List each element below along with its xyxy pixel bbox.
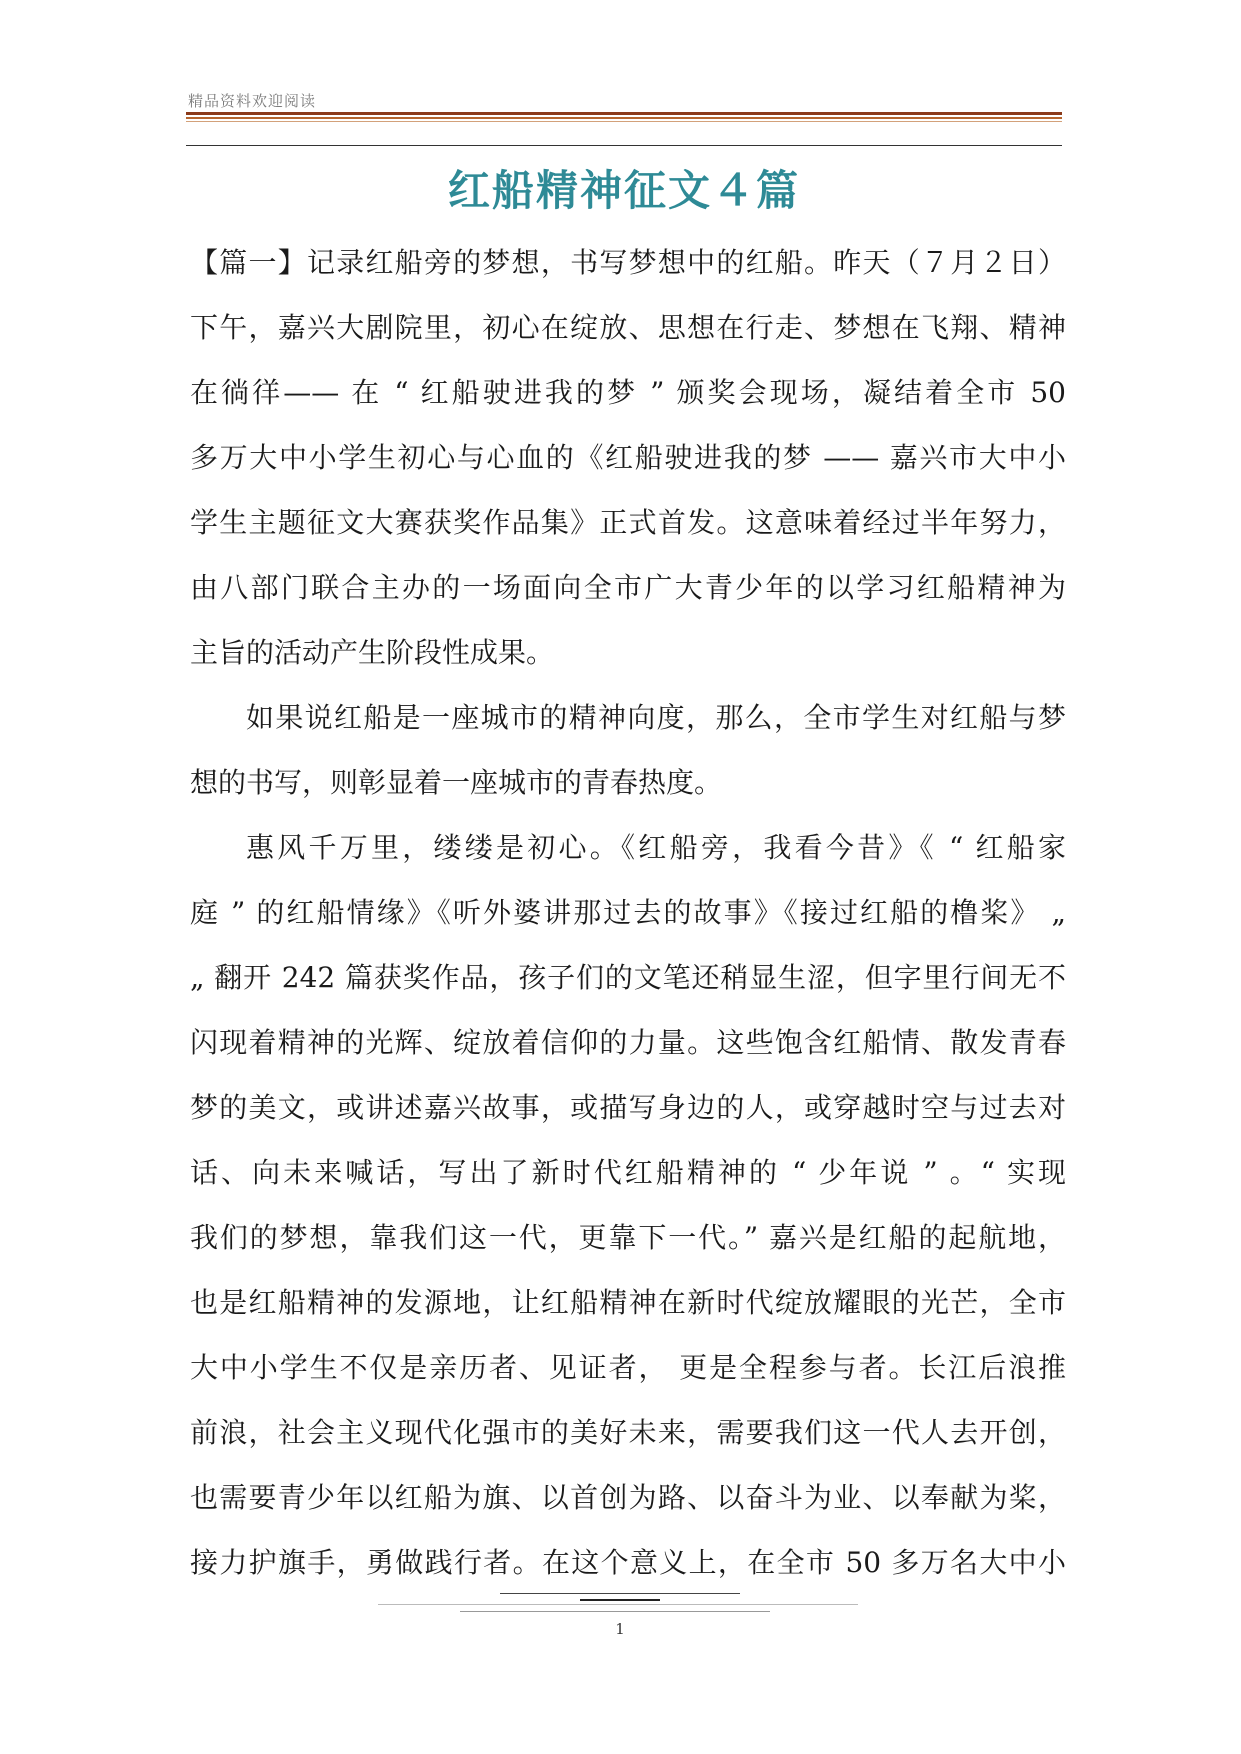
header-rule-thin <box>186 145 1062 146</box>
header-text: 精品资料欢迎阅读 <box>188 92 317 110</box>
header-rule-thick <box>186 112 1062 115</box>
body-line: 下午，嘉兴大剧院里，初心在绽放、思想在行走、梦想在飞翔、精神 <box>190 311 1066 344</box>
body-line: 梦的美文，或讲述嘉兴故事，或描写身边的人，或穿越时空与过去对 <box>190 1091 1066 1124</box>
body-line: 想的书写，则彰显着一座城市的青春热度。 <box>190 766 723 799</box>
body-line: 闪现着精神的光辉、绽放着信仰的力量。这些饱含红船情、散发青春 <box>190 1026 1066 1059</box>
body-line: 我们的梦想，靠我们这一代，更靠下一代。” 嘉兴是红船的起航地， <box>190 1221 1066 1254</box>
body-line: 前浪，社会主义现代化强市的美好未来，需要我们这一代人去开创， <box>190 1416 1066 1449</box>
body-line: 【篇一】记录红船旁的梦想，书写梦想中的红船。昨天（７月２日） <box>190 246 1066 279</box>
body-line: 惠风千万里，缕缕是初心。《红船旁，我看今昔》《 “ 红船家 <box>246 831 1066 864</box>
header-rule-middle <box>186 117 1062 119</box>
body-line: 大中小学生不仅是亲历者、见证者， 更是全程参与者。长江后浪推 <box>190 1351 1066 1384</box>
body-line: 主旨的活动产生阶段性成果。 <box>190 636 555 669</box>
body-line: 如果说红船是一座城市的精神向度，那么，全市学生对红船与梦 <box>246 701 1066 734</box>
document-title: 红船精神征文４篇 <box>447 166 800 215</box>
body-line: 多万大中小学生初心与心血的《红船驶进我的梦 —— 嘉兴市大中小 <box>190 441 1066 474</box>
footer-rule-top <box>500 1593 740 1594</box>
body-line: 在徜徉—— 在 “ 红船驶进我的梦 ” 颁奖会现场，凝结着全市 50 <box>190 376 1066 409</box>
footer-rule-bottom <box>460 1611 770 1612</box>
body-line: 也是红船精神的发源地，让红船精神在新时代绽放耀眼的光芒，全市 <box>190 1286 1066 1319</box>
body-line: „ 翻开 242 篇获奖作品，孩子们的文笔还稍显生涩，但字里行间无不 <box>190 961 1066 994</box>
body-line: 接力护旗手，勇做践行者。在这个意义上，在全市 50 多万名大中小 <box>190 1546 1066 1579</box>
body-line: 由八部门联合主办的一场面向全市广大青少年的以学习红船精神为 <box>190 571 1066 604</box>
document-body <box>190 230 1066 1595</box>
header-rule-light <box>186 121 1062 122</box>
body-line: 也需要青少年以红船为旗、以首创为路、以奋斗为业、以奉献为桨， <box>190 1481 1066 1514</box>
body-line: 学生主题征文大赛获奖作品集》正式首发。这意味着经过半年努力， <box>190 506 1066 539</box>
page-number: 1 <box>615 1620 625 1638</box>
body-line: 庭 ” 的红船情缘》《听外婆讲那过去的故事》《接过红船的橹桨》 „ <box>190 896 1066 929</box>
footer-rule-main <box>378 1604 858 1605</box>
footer-rule-mark <box>580 1599 660 1601</box>
body-line: 话、向未来喊话，写出了新时代红船精神的 “ 少年说 ” 。“ 实现 <box>190 1156 1066 1189</box>
